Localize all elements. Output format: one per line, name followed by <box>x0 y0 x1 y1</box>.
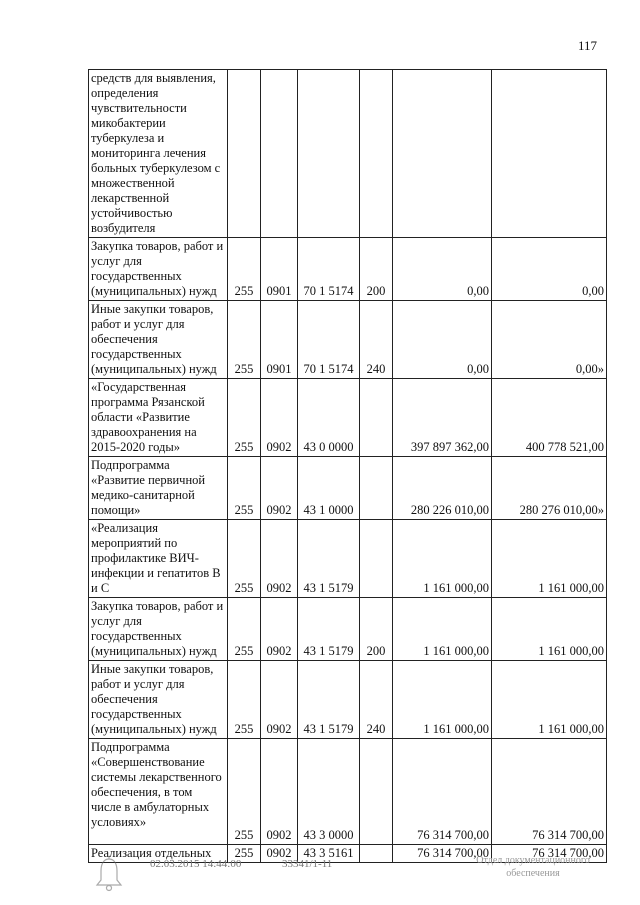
target-code: 70 1 5174 <box>298 238 360 301</box>
section-code: 0902 <box>261 520 298 598</box>
section-code: 0902 <box>261 661 298 739</box>
row-name: средств для выявления, определения чувствительности микобактерии туберкулеза и мониторинга лечения больных туберкулезом с множественной лекарственной устойчивостью возбудителя <box>89 70 228 238</box>
footer-department-line1: Отдел документационного <box>476 855 590 866</box>
admin-code: 255 <box>228 845 261 863</box>
admin-code <box>228 70 261 238</box>
section-code: 0902 <box>261 379 298 457</box>
sum-2015: 76 314 700,00 <box>393 845 492 863</box>
target-code: 43 3 0000 <box>298 739 360 845</box>
footer-department-line2: обеспечения <box>506 868 560 879</box>
sum-2016 <box>492 70 607 238</box>
table-row <box>89 301 607 379</box>
table-row <box>89 739 607 845</box>
target-code: 70 1 5174 <box>298 301 360 379</box>
sum-2015 <box>393 70 492 238</box>
target-code: 43 1 5179 <box>298 520 360 598</box>
target-code <box>298 70 360 238</box>
admin-code: 255 <box>228 598 261 661</box>
table-row <box>89 70 607 238</box>
admin-code: 255 <box>228 238 261 301</box>
row-name: Подпрограмма «Развитие первичной медико-санитарной помощи» <box>89 457 228 520</box>
footer-document-code: 33341/1-11 <box>282 858 333 870</box>
row-name: «Реализация мероприятий по профилактике ВИЧ-инфекции и гепатитов В и С <box>89 520 228 598</box>
section-code: 0902 <box>261 598 298 661</box>
target-code: 43 3 5161 <box>298 845 360 863</box>
admin-code: 255 <box>228 301 261 379</box>
target-code: 43 1 5179 <box>298 598 360 661</box>
section-code: 0901 <box>261 238 298 301</box>
sum-2016: 1 161 000,00 <box>492 598 607 661</box>
expense-type <box>360 70 393 238</box>
row-name: Иные закупки товаров, работ и услуг для обеспечения государственных (муниципальных) нужд <box>89 661 228 739</box>
expense-type <box>360 379 393 457</box>
footer-department <box>453 854 613 880</box>
target-code: 43 1 5179 <box>298 661 360 739</box>
table-row <box>89 457 607 520</box>
expense-type <box>360 520 393 598</box>
sum-2015: 1 161 000,00 <box>393 520 492 598</box>
admin-code: 255 <box>228 520 261 598</box>
admin-code: 255 <box>228 379 261 457</box>
sum-2016: 0,00» <box>492 301 607 379</box>
section-code: 0902 <box>261 457 298 520</box>
expense-type <box>360 739 393 845</box>
table-row <box>89 661 607 739</box>
target-code: 43 0 0000 <box>298 379 360 457</box>
bell-stamp-icon <box>93 856 125 892</box>
budget-table <box>88 69 607 863</box>
sum-2015: 0,00 <box>393 301 492 379</box>
expense-type: 200 <box>360 238 393 301</box>
expense-type: 200 <box>360 598 393 661</box>
table-row <box>89 598 607 661</box>
sum-2016: 400 778 521,00 <box>492 379 607 457</box>
sum-2015: 0,00 <box>393 238 492 301</box>
sum-2015: 397 897 362,00 <box>393 379 492 457</box>
row-name: Реализация отдельных <box>89 845 228 863</box>
row-name: Закупка товаров, работ и услуг для государственных (муниципальных) нужд <box>89 598 228 661</box>
sum-2016: 1 161 000,00 <box>492 520 607 598</box>
footer-date: 02.03.2015 14:44:00 <box>150 858 242 870</box>
table-row <box>89 520 607 598</box>
sum-2015: 1 161 000,00 <box>393 661 492 739</box>
page-number: 117 <box>578 38 598 53</box>
admin-code: 255 <box>228 739 261 845</box>
section-code: 0902 <box>261 845 298 863</box>
sum-2015: 280 226 010,00 <box>393 457 492 520</box>
sum-2016: 280 276 010,00» <box>492 457 607 520</box>
row-name: Иные закупки товаров, работ и услуг для обеспечения государственных (муниципальных) нужд <box>89 301 228 379</box>
expense-type <box>360 457 393 520</box>
row-name: Закупка товаров, работ и услуг для государственных (муниципальных) нужд <box>89 238 228 301</box>
sum-2015: 76 314 700,00 <box>393 739 492 845</box>
admin-code: 255 <box>228 661 261 739</box>
section-code <box>261 70 298 238</box>
row-name: «Государственная программа Рязанской области «Развитие здравоохранения на 2015-2020 годы» <box>89 379 228 457</box>
sum-2016: 76 314 700,00 <box>492 845 607 863</box>
table-row <box>89 379 607 457</box>
section-code: 0901 <box>261 301 298 379</box>
sum-2016: 76 314 700,00 <box>492 739 607 845</box>
admin-code: 255 <box>228 457 261 520</box>
document-footer <box>0 850 640 900</box>
row-name: Подпрограмма «Совершенствование системы лекарственного обеспечения, в том числе в амбулаторных условиях» <box>89 739 228 845</box>
target-code: 43 1 0000 <box>298 457 360 520</box>
table-row <box>89 238 607 301</box>
expense-type: 240 <box>360 661 393 739</box>
sum-2016: 0,00 <box>492 238 607 301</box>
section-code: 0902 <box>261 739 298 845</box>
sum-2015: 1 161 000,00 <box>393 598 492 661</box>
sum-2016: 1 161 000,00 <box>492 661 607 739</box>
expense-type: 240 <box>360 301 393 379</box>
